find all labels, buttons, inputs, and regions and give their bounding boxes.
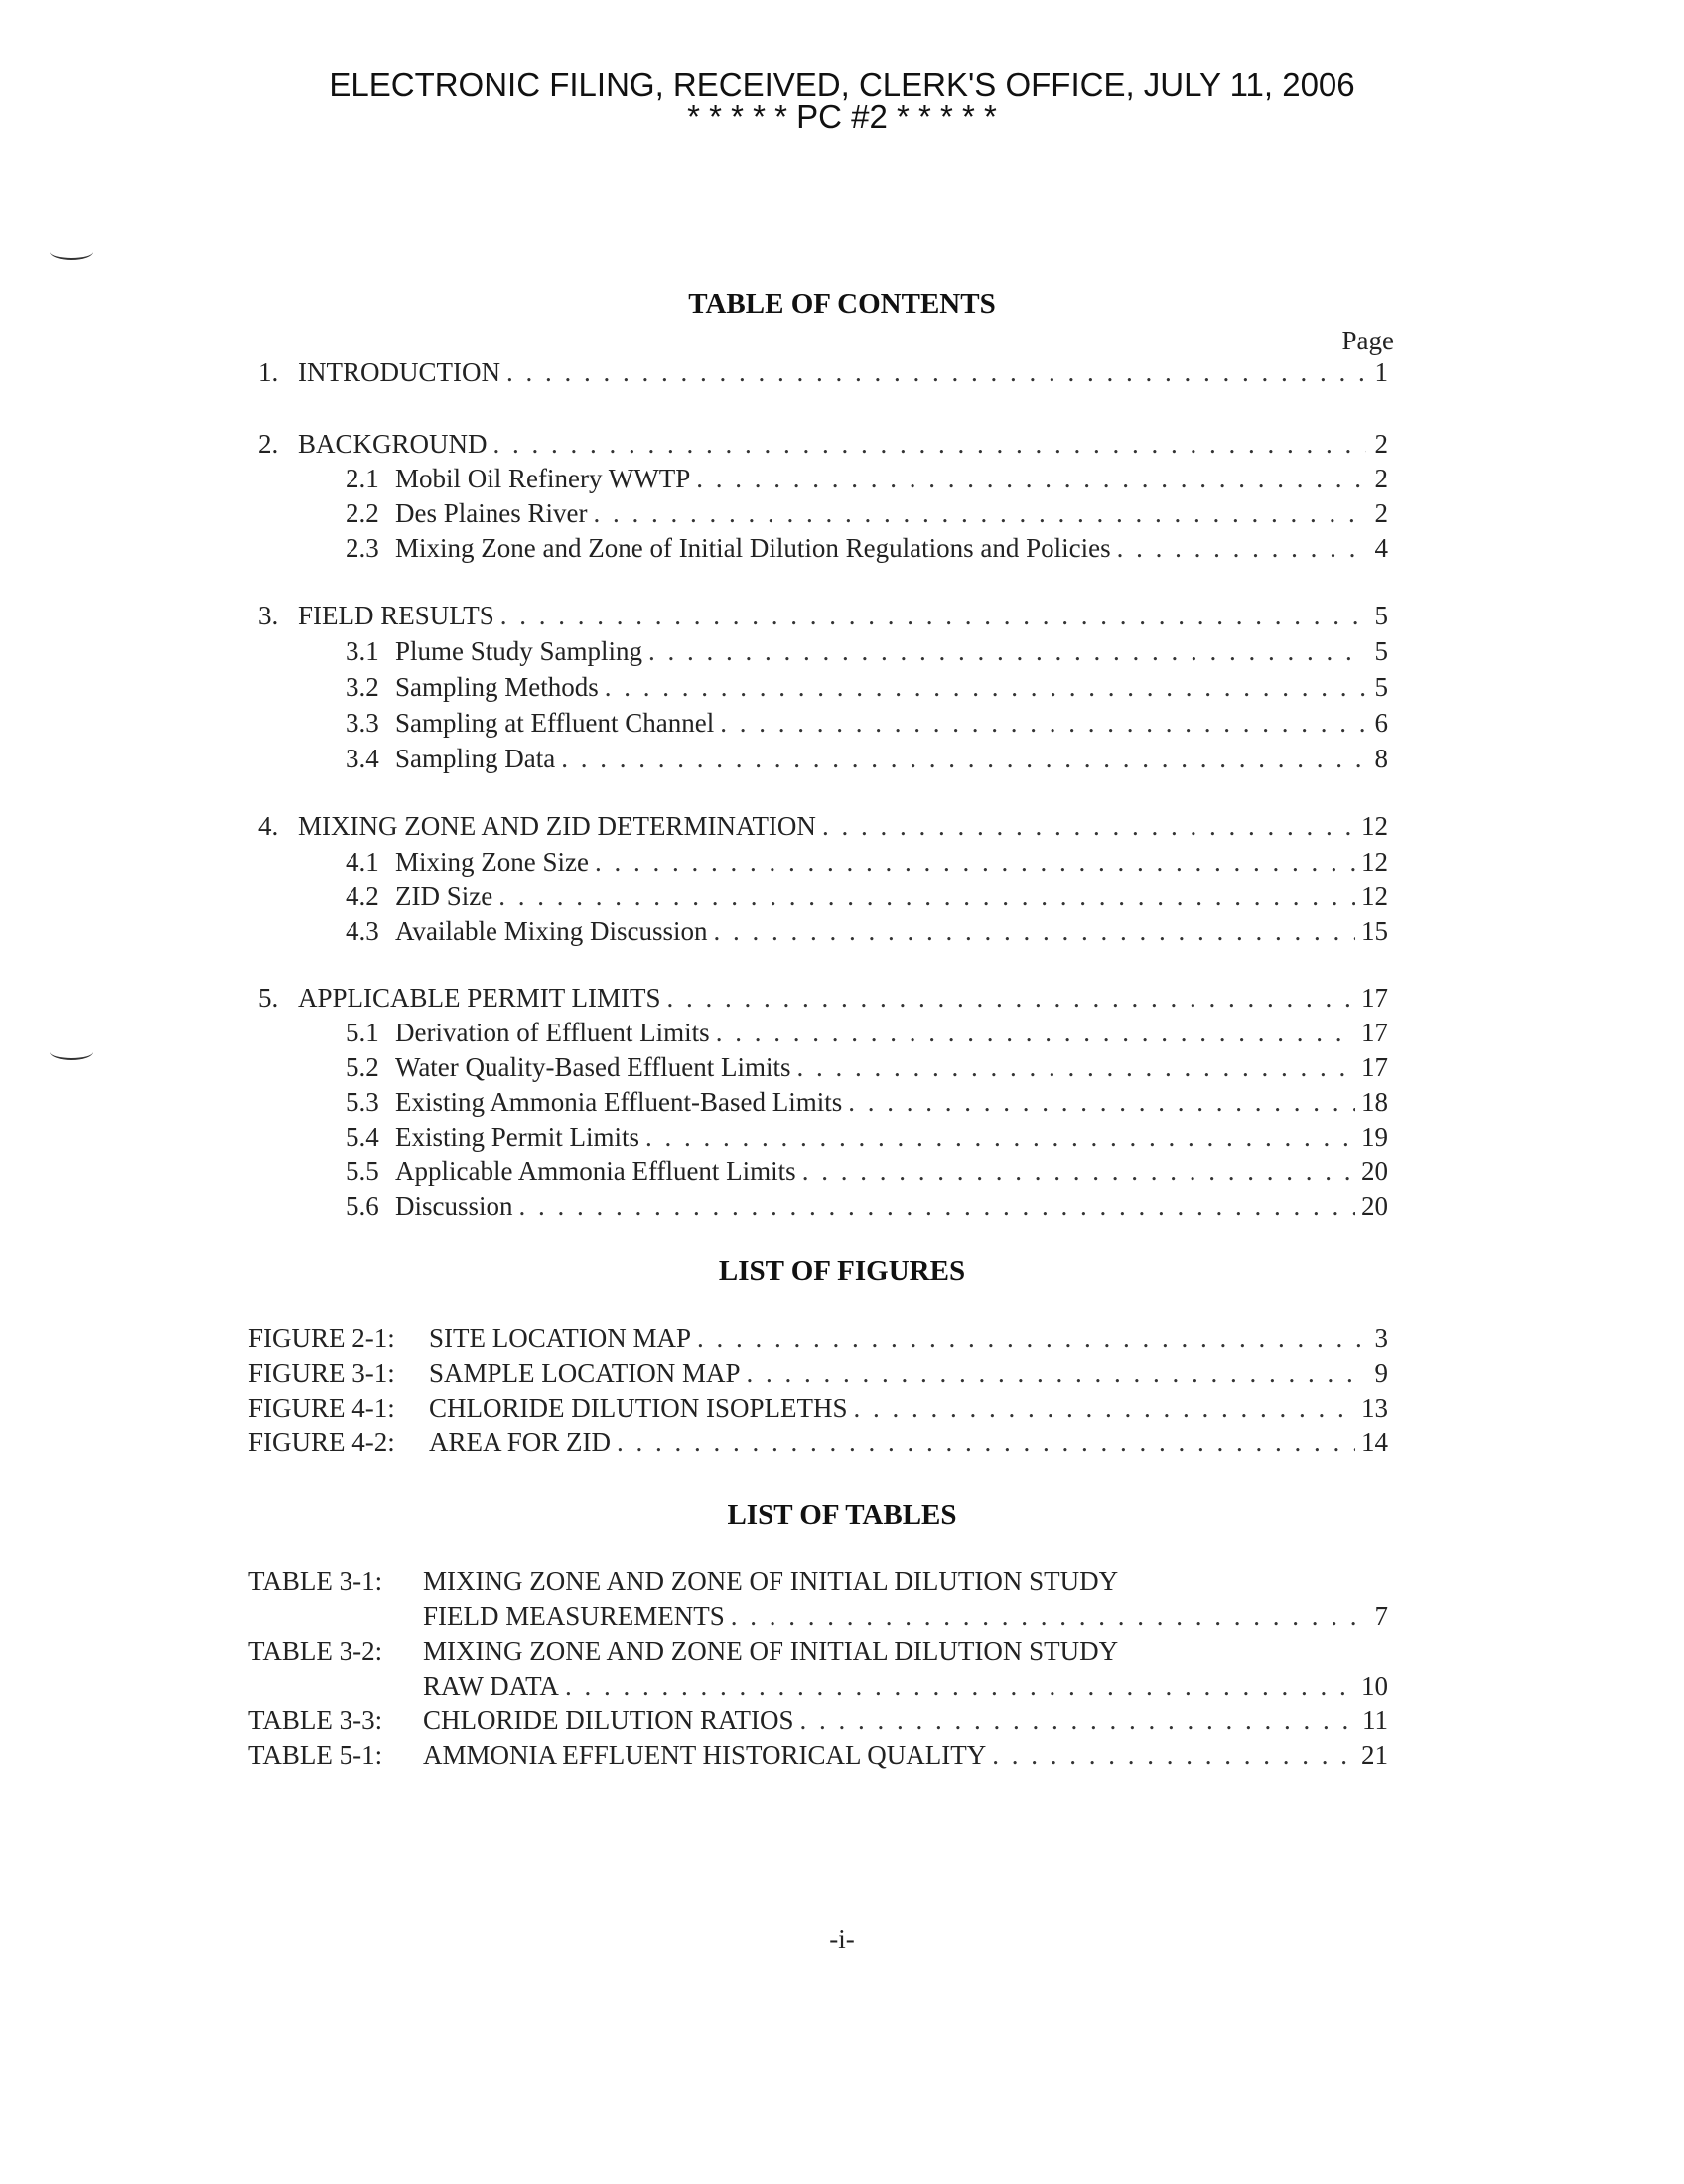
table-entry[interactable]	[248, 1706, 1388, 1736]
toc-subentry-number: 3.2	[346, 672, 379, 702]
toc-subentry[interactable]	[346, 1018, 1388, 1048]
dot-leader	[848, 1087, 1355, 1118]
toc-subentry-number: 4.3	[346, 916, 379, 946]
toc-subentry-number: 3.3	[346, 708, 379, 738]
figure-entry-page: 3	[1374, 1323, 1388, 1353]
table-entry[interactable]	[423, 1601, 1388, 1632]
dot-leader	[500, 601, 1366, 631]
toc-entry[interactable]	[258, 601, 1388, 631]
table-entry-number: TABLE 3-3:	[248, 1706, 383, 1735]
dot-leader	[667, 983, 1355, 1014]
toc-subentry-label: Derivation of Effluent Limits	[395, 1018, 710, 1047]
toc-subentry-number: 4.1	[346, 847, 379, 877]
toc-subentry-label: Mixing Zone Size	[395, 847, 589, 877]
toc-subentry-label: Mobil Oil Refinery WWTP	[395, 464, 691, 493]
toc-subentry-page: 6	[1374, 708, 1388, 738]
dot-leader	[561, 744, 1366, 774]
table-entry-page: 11	[1362, 1706, 1388, 1735]
toc-subentry-label: Existing Ammonia Effluent-Based Limits	[395, 1087, 843, 1117]
table-entry[interactable]	[423, 1671, 1388, 1702]
toc-subentry[interactable]	[346, 1052, 1388, 1083]
toc-subentry[interactable]	[346, 916, 1388, 947]
table-entry-heading[interactable]	[248, 1567, 1388, 1597]
table-entry-heading[interactable]	[248, 1636, 1388, 1667]
toc-entry-page: 12	[1361, 811, 1388, 841]
toc-page-column-label: Page	[1341, 326, 1394, 355]
dot-leader	[493, 429, 1366, 460]
dot-leader	[1117, 533, 1366, 564]
toc-subentry-page: 17	[1361, 1018, 1388, 1047]
figure-entry-label: CHLORIDE DILUTION ISOPLETHS	[429, 1393, 848, 1423]
toc-subentry-page: 2	[1374, 498, 1388, 528]
toc-subentry-number: 5.1	[346, 1018, 379, 1047]
toc-subentry-label: Plume Study Sampling	[395, 636, 643, 666]
figure-entry[interactable]	[248, 1323, 1388, 1354]
figure-entry-label: AREA FOR ZID	[429, 1428, 612, 1457]
dot-leader	[565, 1671, 1355, 1702]
filing-stamp-pc-number: * * * * * PC #2 * * * * *	[687, 98, 997, 135]
table-entry-page: 7	[1374, 1601, 1388, 1631]
toc-subentry-number: 5.3	[346, 1087, 379, 1117]
toc-subentry-page: 5	[1374, 672, 1388, 702]
dot-leader	[992, 1740, 1355, 1771]
toc-subentry[interactable]	[346, 1122, 1388, 1153]
toc-subentry-page: 18	[1361, 1087, 1388, 1117]
figure-entry-number: FIGURE 4-1:	[248, 1393, 395, 1423]
toc-subentry[interactable]	[346, 1087, 1388, 1118]
table-entry-page: 21	[1361, 1740, 1388, 1770]
toc-subentry-label: Sampling Methods	[395, 672, 599, 702]
toc-subentry-page: 20	[1361, 1191, 1388, 1221]
dot-leader	[802, 1157, 1355, 1187]
toc-subentry-page: 8	[1374, 744, 1388, 773]
toc-subentry[interactable]	[346, 847, 1388, 878]
toc-subentry-number: 5.2	[346, 1052, 379, 1082]
figure-entry[interactable]	[248, 1358, 1388, 1389]
toc-entry-page: 17	[1361, 983, 1388, 1013]
toc-entry-page: 5	[1374, 601, 1388, 630]
toc-subentry-label: Des Plaines River	[395, 498, 588, 528]
figure-entry-page: 9	[1374, 1358, 1388, 1388]
toc-entry-page: 2	[1374, 429, 1388, 459]
toc-subentry[interactable]	[346, 672, 1388, 703]
hole-punch-mark	[50, 244, 93, 260]
dot-leader	[716, 1018, 1355, 1048]
dot-leader	[720, 708, 1366, 739]
toc-entry-label: INTRODUCTION	[298, 357, 500, 387]
toc-subentry-number: 5.5	[346, 1157, 379, 1186]
toc-subentry[interactable]	[346, 533, 1388, 564]
toc-subentry[interactable]	[346, 744, 1388, 774]
toc-subentry-page: 12	[1361, 882, 1388, 911]
toc-subentry-number: 3.1	[346, 636, 379, 666]
list-of-tables-title: LIST OF TABLES	[727, 1499, 957, 1531]
toc-subentry[interactable]	[346, 636, 1388, 667]
toc-title: TABLE OF CONTENTS	[688, 288, 996, 320]
dot-leader	[648, 636, 1366, 667]
toc-subentry[interactable]	[346, 882, 1388, 912]
hole-punch-mark	[50, 1044, 93, 1060]
toc-subentry-page: 4	[1374, 533, 1388, 563]
dot-leader	[519, 1191, 1355, 1222]
toc-entry-label: MIXING ZONE AND ZID DETERMINATION	[298, 811, 816, 841]
toc-subentry-label: Mixing Zone and Zone of Initial Dilution Regulations and Policies	[395, 533, 1111, 563]
toc-entry-number: 3.	[258, 601, 279, 630]
dot-leader	[498, 882, 1355, 912]
toc-subentry[interactable]	[346, 464, 1388, 494]
table-entry-label: RAW DATA	[423, 1671, 559, 1701]
toc-entry-page: 1	[1374, 357, 1388, 387]
figure-entry[interactable]	[248, 1393, 1388, 1424]
toc-entry-label: FIELD RESULTS	[298, 601, 494, 630]
table-entry-label: CHLORIDE DILUTION RATIOS	[423, 1706, 794, 1735]
table-entry-number: TABLE 3-1:	[248, 1567, 383, 1596]
toc-entry-label: BACKGROUND	[298, 429, 488, 459]
toc-subentry-page: 17	[1361, 1052, 1388, 1082]
toc-subentry-label: Water Quality-Based Effluent Limits	[395, 1052, 791, 1082]
toc-subentry-label: Discussion	[395, 1191, 513, 1221]
toc-subentry-label: Sampling Data	[395, 744, 556, 773]
toc-subentry-page: 15	[1361, 916, 1388, 946]
toc-subentry[interactable]	[346, 1157, 1388, 1187]
toc-entry[interactable]	[258, 811, 1388, 842]
list-of-figures-title: LIST OF FIGURES	[718, 1255, 966, 1287]
dot-leader	[713, 916, 1355, 947]
toc-entry[interactable]	[258, 429, 1388, 460]
dot-leader	[822, 811, 1355, 842]
toc-subentry-number: 2.3	[346, 533, 379, 563]
table-entry-title-line: MIXING ZONE AND ZONE OF INITIAL DILUTION STUDY	[423, 1636, 1119, 1666]
toc-subentry-number: 2.1	[346, 464, 379, 493]
figure-entry[interactable]	[248, 1428, 1388, 1458]
dot-leader	[617, 1428, 1355, 1458]
toc-entry-number: 5.	[258, 983, 279, 1013]
dot-leader	[605, 672, 1366, 703]
toc-subentry-number: 3.4	[346, 744, 379, 773]
table-entry-label: FIELD MEASUREMENTS	[423, 1601, 725, 1631]
dot-leader	[645, 1122, 1355, 1153]
figure-entry-page: 13	[1361, 1393, 1388, 1423]
toc-subentry-page: 2	[1374, 464, 1388, 493]
toc-entry-number: 2.	[258, 429, 279, 459]
figure-entry-number: FIGURE 4-2:	[248, 1428, 395, 1457]
toc-subentry-label: ZID Size	[395, 882, 493, 911]
page-number: -i-	[829, 1924, 855, 1954]
table-entry-page: 10	[1361, 1671, 1388, 1701]
toc-subentry-number: 4.2	[346, 882, 379, 911]
toc-subentry-page: 5	[1374, 636, 1388, 666]
dot-leader	[796, 1052, 1355, 1083]
toc-subentry-label: Existing Permit Limits	[395, 1122, 640, 1152]
figure-entry-number: FIGURE 3-1:	[248, 1358, 395, 1388]
toc-subentry-page: 19	[1361, 1122, 1388, 1152]
dot-leader	[696, 464, 1366, 494]
toc-subentry-page: 12	[1361, 847, 1388, 877]
dot-leader	[799, 1706, 1356, 1736]
toc-subentry-number: 2.2	[346, 498, 379, 528]
toc-entry-label: APPLICABLE PERMIT LIMITS	[298, 983, 661, 1013]
toc-subentry[interactable]	[346, 708, 1388, 739]
figure-entry-label: SAMPLE LOCATION MAP	[429, 1358, 741, 1388]
dot-leader	[593, 498, 1366, 529]
table-entry-number: TABLE 3-2:	[248, 1636, 383, 1666]
figure-entry-label: SITE LOCATION MAP	[429, 1323, 692, 1353]
dot-leader	[747, 1358, 1366, 1389]
toc-subentry-number: 5.6	[346, 1191, 379, 1221]
dot-leader	[731, 1601, 1366, 1632]
toc-subentry-number: 5.4	[346, 1122, 379, 1152]
filing-stamp-line: ELECTRONIC FILING, RECEIVED, CLERK'S OFFICE, JULY 11, 2006	[329, 67, 1355, 103]
toc-subentry-label: Available Mixing Discussion	[395, 916, 708, 946]
toc-subentry-page: 20	[1361, 1157, 1388, 1186]
toc-subentry[interactable]	[346, 1191, 1388, 1222]
table-entry[interactable]	[248, 1740, 1388, 1771]
dot-leader	[697, 1323, 1366, 1354]
table-entry-number: TABLE 5-1:	[248, 1740, 383, 1770]
dot-leader	[506, 357, 1366, 388]
toc-subentry-label: Sampling at Effluent Channel	[395, 708, 715, 738]
figure-entry-page: 14	[1361, 1428, 1388, 1457]
toc-entry[interactable]	[258, 983, 1388, 1014]
toc-subentry[interactable]	[346, 498, 1388, 529]
toc-entry[interactable]	[258, 357, 1388, 388]
dot-leader	[853, 1393, 1355, 1424]
toc-subentry-label: Applicable Ammonia Effluent Limits	[395, 1157, 796, 1186]
toc-entry-number: 1.	[258, 357, 279, 387]
table-entry-label: AMMONIA EFFLUENT HISTORICAL QUALITY	[423, 1740, 987, 1770]
figure-entry-number: FIGURE 2-1:	[248, 1323, 395, 1353]
table-entry-title-line: MIXING ZONE AND ZONE OF INITIAL DILUTION STUDY	[423, 1567, 1119, 1596]
dot-leader	[595, 847, 1355, 878]
toc-entry-number: 4.	[258, 811, 279, 841]
